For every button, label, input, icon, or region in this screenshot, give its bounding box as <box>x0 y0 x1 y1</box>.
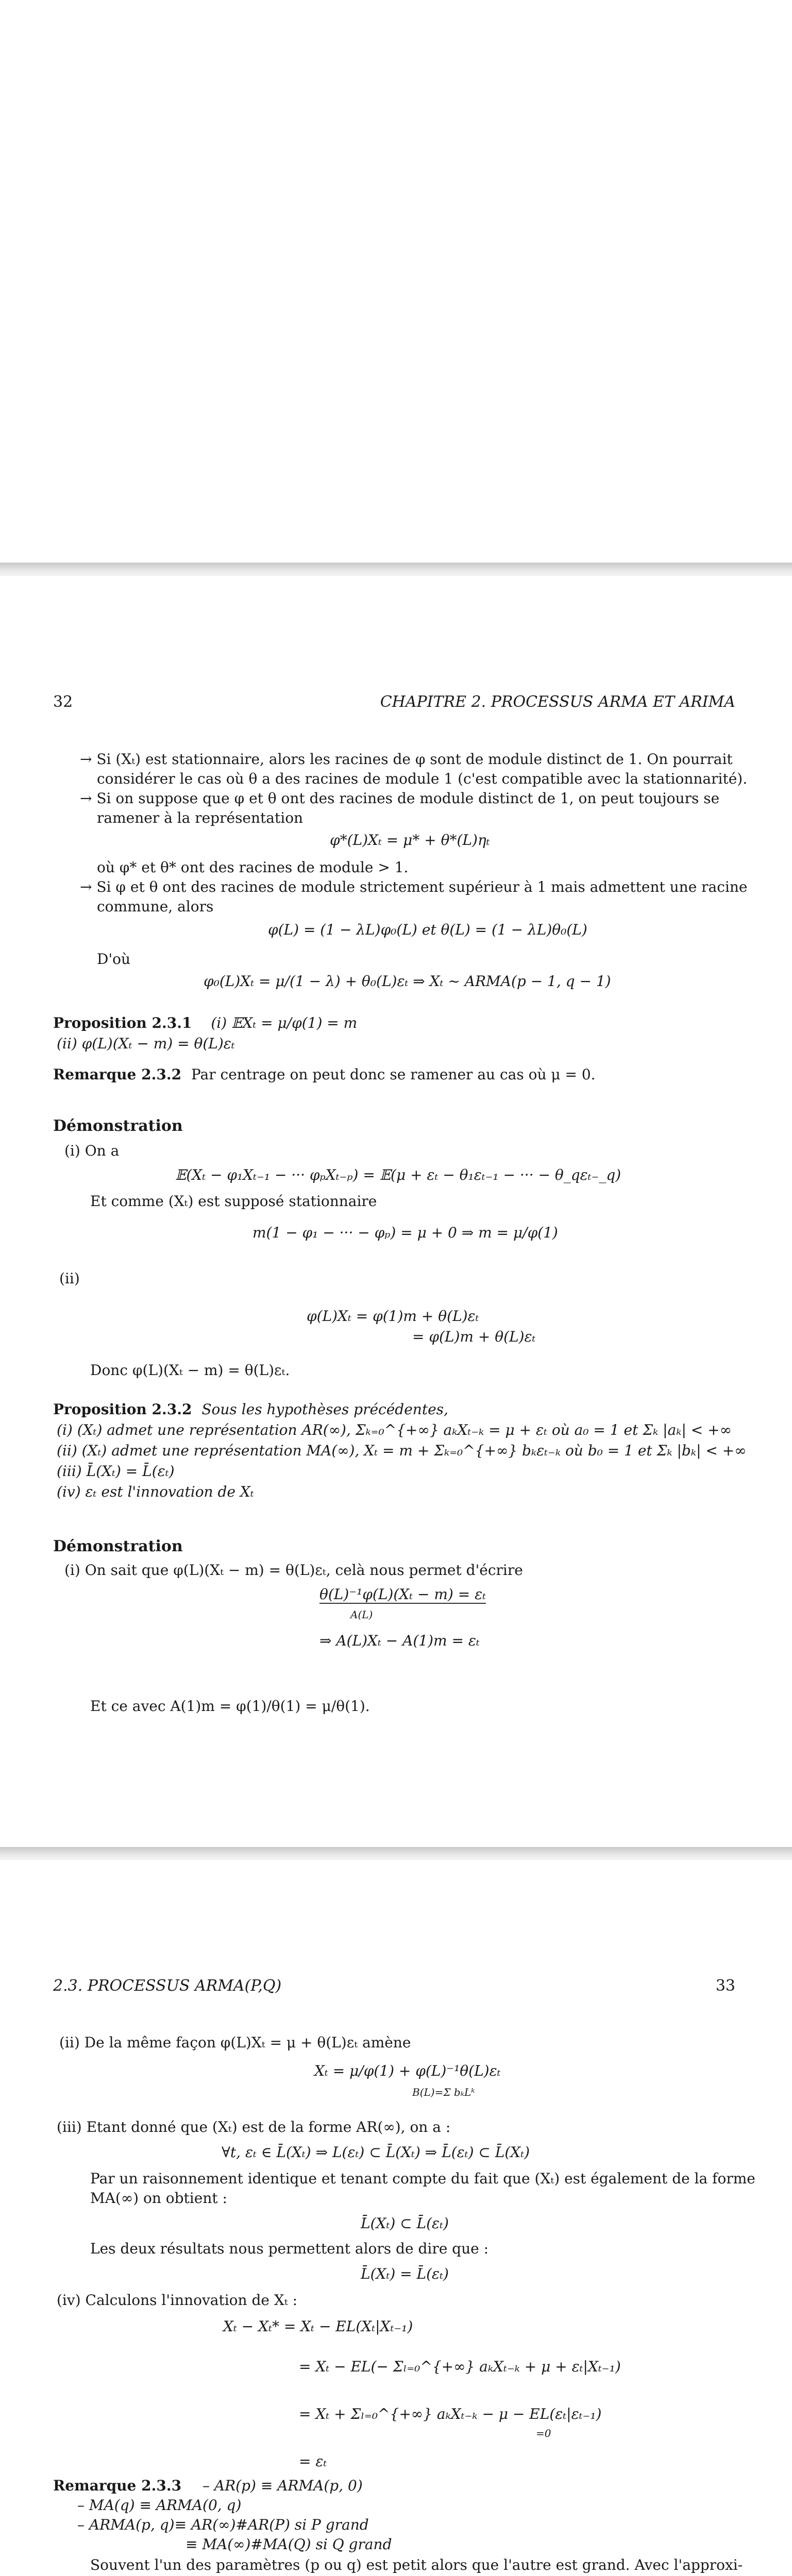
equation: 𝔼(Xₜ − φ₁Xₜ₋₁ − ··· φₚXₜ₋ₚ) = 𝔼(μ + εₜ − θ₁εₜ₋₁ − ··· − θ_qεₜ₋_q) <box>175 1166 621 1183</box>
section-heading: Démonstration <box>53 1537 183 1555</box>
text-line: (ii) <box>59 1270 80 1287</box>
text-line: Par un raisonnement identique et tenant compte du fait que (Xₜ) est également de la forme <box>90 2170 755 2187</box>
equation: φ(L) = (1 − λL)φ₀(L) et θ(L) = (1 − λL)θ₀(L) <box>268 921 587 938</box>
proposition-item: (ii) (Xₜ) admet une représentation MA(∞), Xₜ = m + Σₖ₌₀^{+∞} bₖεₜ₋ₖ où b₀ = 1 et Σₖ |bₖ| < +∞ <box>57 1442 747 1459</box>
text-line: (ii) De la même façon φ(L)Xₜ = μ + θ(L)εₜ amène <box>59 2034 411 2051</box>
proposition-item: (iv) εₜ est l'innovation de Xₜ <box>57 1483 254 1500</box>
equation: φ*(L)Xₜ = μ* + θ*(L)ηₜ <box>330 832 490 849</box>
equation: φ(L)Xₜ = φ(1)m + θ(L)εₜ <box>307 1308 479 1325</box>
bullet-line: considérer le cas où θ a des racines de module 1 (c'est compatible avec la stationnarité). <box>97 770 748 787</box>
bullet-line: → Si on suppose que φ et θ ont des racines de module distinct de 1, on peut toujours se <box>80 790 720 807</box>
remark-item: – AR(p) ≡ ARMA(p, 0) <box>202 2477 363 2494</box>
text-line: Les deux résultats nous permettent alors de dire que : <box>90 2240 489 2257</box>
page-number: 33 <box>715 1977 735 1995</box>
remark-item: – MA(q) ≡ ARMA(0, q) <box>77 2497 242 2514</box>
text-line: (i) On sait que φ(L)(Xₜ − m) = θ(L)εₜ, celà nous permet d'écrire <box>64 1562 523 1579</box>
remark-title: Remarque 2.3.3 <box>53 2477 182 2494</box>
proposition-2-3-2 <box>53 1400 448 1419</box>
page-number: 32 <box>53 693 73 711</box>
text-line: Donc φ(L)(Xₜ − m) = θ(L)εₜ. <box>90 1362 290 1379</box>
page-33 <box>0 1860 792 2576</box>
equation-line: = εₜ <box>299 2453 327 2470</box>
text-line: où φ* et θ* ont des racines de module > 1. <box>97 859 409 876</box>
text-line: (iv) Calculons l'innovation de Xₜ : <box>57 2292 298 2309</box>
section-heading: Démonstration <box>53 1117 183 1135</box>
proposition-item: (i) (Xₜ) admet une représentation AR(∞), Σₖ₌₀^{+∞} aₖXₜ₋ₖ = μ + εₜ où a₀ = 1 et Σₖ |aₖ| < +∞ <box>57 1421 732 1438</box>
proposition-title: Proposition 2.3.1 <box>53 1014 192 1031</box>
text-line: (iii) Etant donné que (Xₜ) est de la forme AR(∞), on a : <box>57 2119 451 2136</box>
proposition-item: (iii) L̄(Xₜ) = L̄(εₜ) <box>57 1463 175 1480</box>
proposition-item: (ii) φ(L)(Xₜ − m) = θ(L)εₜ <box>57 1035 235 1052</box>
proposition-item: (i) 𝔼Xₜ = μ/φ(1) = m <box>211 1014 358 1031</box>
equation: L̄(Xₜ) = L̄(εₜ) <box>361 2265 449 2282</box>
equation: θ(L)⁻¹φ(L)(Xₜ − m) = εₜ <box>319 1586 486 1603</box>
page-separator <box>0 563 792 576</box>
proposition-intro: Sous les hypothèses précédentes, <box>201 1401 448 1418</box>
equation-line: Xₜ − Xₜ* = Xₜ − EL(Xₜ|Xₜ₋₁) <box>223 2318 413 2335</box>
proposition-2-3-1 <box>53 1014 357 1032</box>
equation: L̄(Xₜ) ⊂ L̄(εₜ) <box>361 2215 449 2232</box>
equation: ⇒ A(L)Xₜ − A(1)m = εₜ <box>319 1632 480 1649</box>
underbrace-label: B(L)=Σ bₖLᵏ <box>412 2086 475 2098</box>
text-line: Et ce avec A(1)m = φ(1)/θ(1) = μ/θ(1). <box>90 1698 370 1715</box>
remarque-2-3-3 <box>53 2477 363 2495</box>
equation: φ₀(L)Xₜ = μ/(1 − λ) + θ₀(L)εₜ ⇒ Xₜ ~ ARMA(p − 1, q − 1) <box>204 973 611 990</box>
running-head: 2.3. PROCESSUS ARMA(P,Q) <box>53 1977 282 1995</box>
equation-line: = Xₜ + Σₗ₌₀^{+∞} aₖXₜ₋ₖ − μ − EL(εₜ|εₜ₋₁) <box>299 2405 602 2422</box>
page-separator <box>0 1847 792 1860</box>
text-line: (i) On a <box>64 1142 120 1159</box>
bullet-line: → Si (Xₜ) est stationnaire, alors les racines de φ sont de module distinct de 1. On pourrait <box>80 751 733 768</box>
remark-title: Remarque 2.3.2 <box>53 1066 182 1083</box>
bullet-line: ramener à la représentation <box>97 809 304 826</box>
remark-item: ≡ MA(∞)#MA(Q) si Q grand <box>186 2536 392 2553</box>
remark-item: Souvent l'un des paramètres (p ou q) est petit alors que l'autre est grand. Avec l'approxi- <box>90 2556 743 2573</box>
remark-item: – ARMA(p, q)≡ AR(∞)#AR(P) si P grand <box>77 2516 369 2533</box>
underbrace-label: A(L) <box>350 1608 373 1621</box>
underbrace-label: =0 <box>536 2427 551 2439</box>
equation: = φ(L)m + θ(L)εₜ <box>412 1328 536 1345</box>
running-head: CHAPITRE 2. PROCESSUS ARMA ET ARIMA <box>380 693 735 711</box>
text-line: Et comme (Xₜ) est supposé stationnaire <box>90 1193 377 1210</box>
bullet-line: → Si φ et θ ont des racines de module strictement supérieur à 1 mais admettent une racine <box>80 878 748 895</box>
equation: Xₜ = μ/φ(1) + φ(L)⁻¹θ(L)εₜ <box>314 2062 501 2079</box>
equation-line: = Xₜ − EL(− Σₗ₌₀^{+∞} aₖXₜ₋ₖ + μ + εₜ|Xₜ₋₁) <box>299 2358 621 2375</box>
remark-text: Par centrage on peut donc se ramener au cas où μ = 0. <box>191 1066 596 1083</box>
text-line: D'où <box>97 951 131 968</box>
equation: ∀t, εₜ ∈ L̄(Xₜ) ⇒ L(εₜ) ⊂ L̄(Xₜ) ⇒ L̄(εₜ) ⊂ L̄(Xₜ) <box>222 2144 530 2161</box>
proposition-title: Proposition 2.3.2 <box>53 1401 192 1418</box>
bullet-line: commune, alors <box>97 898 214 915</box>
remarque-2-3-2 <box>53 1065 596 1084</box>
text-line: MA(∞) on obtient : <box>90 2190 227 2207</box>
page-32 <box>0 576 792 1847</box>
equation: m(1 − φ₁ − ··· − φₚ) = μ + 0 ⇒ m = μ/φ(1) <box>252 1224 558 1241</box>
